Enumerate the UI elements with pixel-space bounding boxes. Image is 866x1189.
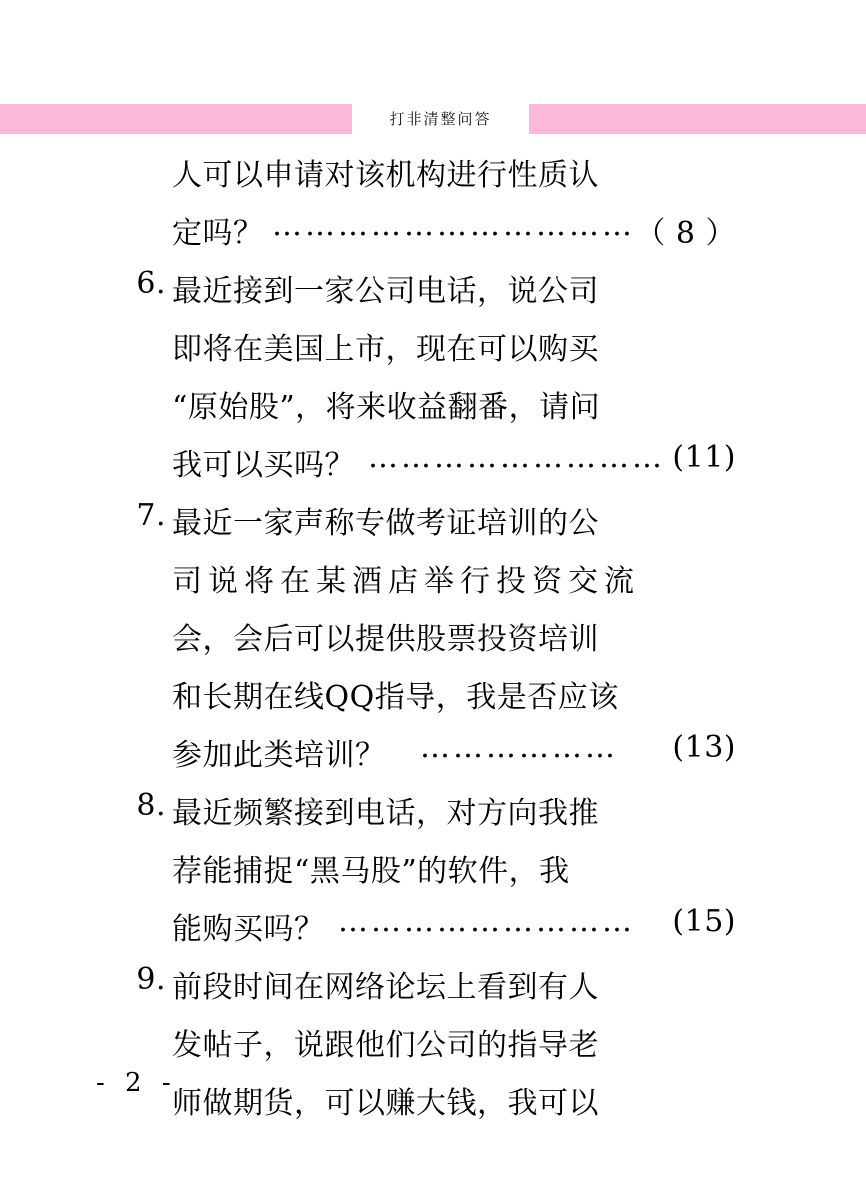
- header-bar-right: [529, 104, 866, 134]
- toc-page-number: （ 8 ）: [635, 216, 736, 251]
- toc-page-number: (11): [672, 440, 736, 475]
- running-header: [0, 104, 866, 134]
- toc-text: 前段时间在网络论坛上看到有人: [172, 970, 599, 1005]
- toc-text: 我可以买吗？: [172, 448, 355, 483]
- toc-text: “原始股”，将来收益翻番，请问: [172, 390, 601, 425]
- toc-text: 发帖子，说跟他们公司的指导老: [172, 1028, 599, 1063]
- toc-entry: [0, 962, 866, 1136]
- toc-number: 7.: [136, 498, 166, 533]
- toc-page-number: (13): [672, 730, 736, 765]
- toc-line: [0, 266, 866, 324]
- toc-line: [0, 846, 866, 904]
- toc-text: 最近接到一家公司电话，说公司: [172, 274, 599, 309]
- toc-text: 最近频繁接到电话，对方向我推: [172, 796, 599, 831]
- toc-page-number: (15): [672, 904, 736, 939]
- header-bar-left: [0, 104, 352, 134]
- toc-entry: [0, 150, 866, 266]
- toc-text: 司说将在某酒店举行投资交流: [172, 564, 640, 599]
- toc-text: 和长期在线QQ指导，我是否应该: [172, 680, 619, 715]
- toc-line: [0, 150, 866, 208]
- toc-line: [0, 730, 866, 788]
- toc-entry: [0, 266, 866, 498]
- toc-line: [0, 498, 866, 556]
- toc-leader-dots: ……………………………: [272, 208, 635, 243]
- toc-text: 能购买吗？: [172, 912, 325, 947]
- toc-text: 人可以申请对该机构进行性质认: [172, 158, 599, 193]
- toc-number: 9.: [136, 962, 166, 997]
- toc-text: 师做期货，可以赚大钱，我可以: [172, 1086, 599, 1121]
- toc-line: [0, 672, 866, 730]
- toc-line: [0, 324, 866, 382]
- toc-text: 最近一家声称专做考证培训的公: [172, 506, 599, 541]
- toc-line: [0, 614, 866, 672]
- header-title: 打非清整问答: [352, 104, 529, 134]
- toc-text: 定吗？: [172, 216, 264, 251]
- toc-leader-dots: ………………………: [368, 440, 665, 475]
- table-of-contents: [0, 150, 866, 1136]
- toc-line: [0, 556, 866, 614]
- toc-entry: [0, 498, 866, 788]
- page-footer: - 2 -: [96, 1068, 177, 1098]
- toc-line: [0, 788, 866, 846]
- toc-line: [0, 904, 866, 962]
- toc-text: 参加此类培训？: [172, 738, 386, 773]
- toc-text: 会，会后可以提供股票投资培训: [172, 622, 599, 657]
- toc-line: [0, 382, 866, 440]
- toc-entry: [0, 788, 866, 962]
- toc-leader-dots: ………………: [420, 730, 618, 765]
- toc-line: [0, 440, 866, 498]
- toc-text: 即将在美国上市，现在可以购买: [172, 332, 599, 367]
- toc-line: [0, 208, 866, 266]
- toc-number: 6.: [136, 266, 166, 301]
- toc-text: 荐能捕捉“黑马股”的软件，我: [172, 854, 570, 889]
- toc-leader-dots: ………………………: [338, 904, 635, 939]
- toc-line: [0, 962, 866, 1020]
- toc-number: 8.: [136, 788, 166, 823]
